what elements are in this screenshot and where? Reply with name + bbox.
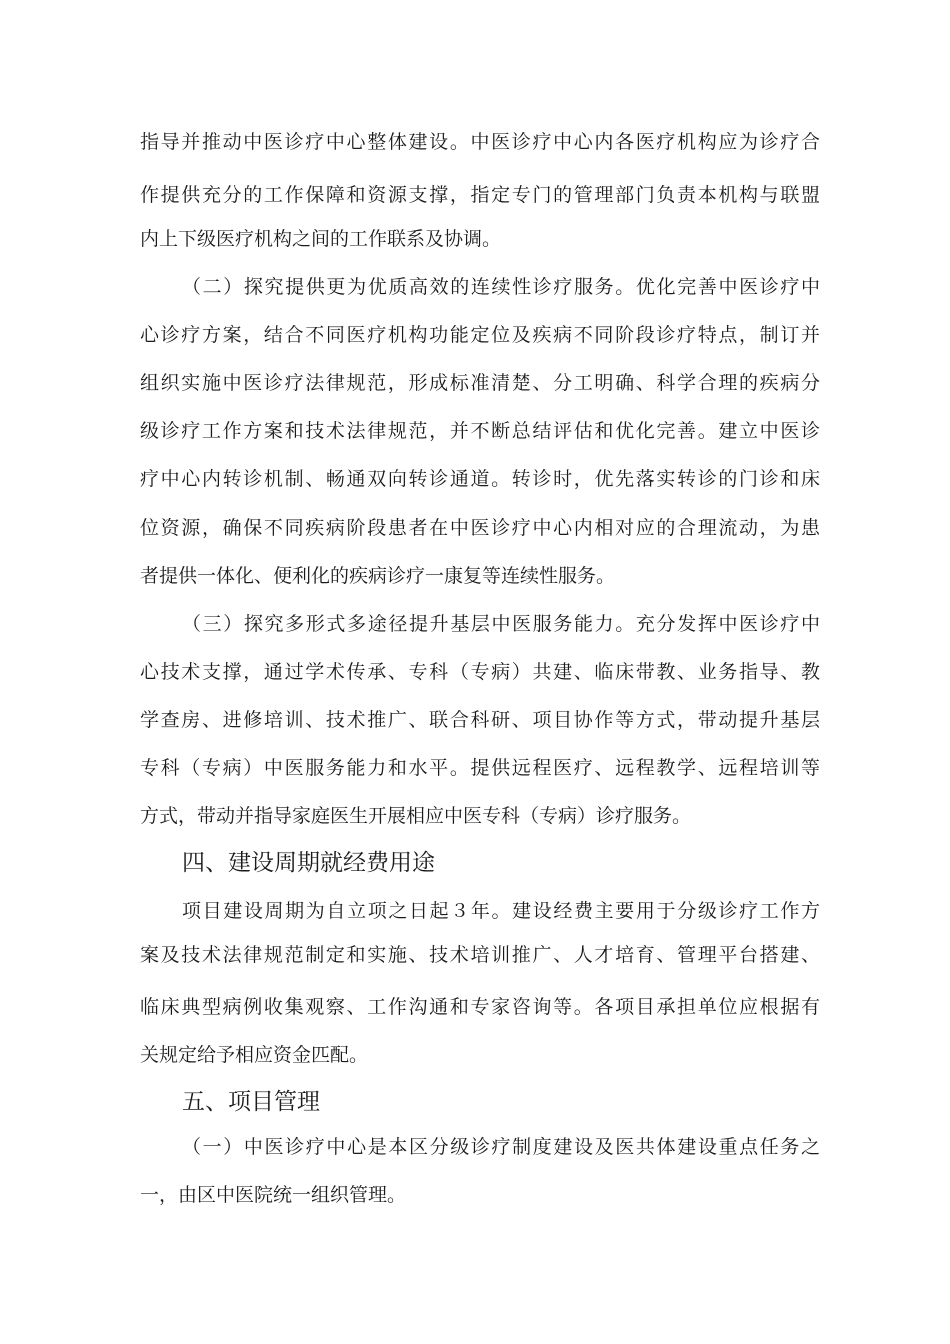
body-text-line: 者提供一体化、便利化的疾病诊疗一康复等连续性服务。: [140, 565, 616, 587]
body-text-line: 心技术支撑，通过学术传承、专科（专病）共建、临床带教、业务指导、教: [140, 661, 820, 683]
section-heading: 四、建设周期就经费用途: [182, 850, 435, 876]
body-text-line: 位资源，确保不同疾病阶段患者在中医诊疗中心内相对应的合理流动，为患: [140, 517, 820, 539]
body-text-line: 疗中心内转诊机制、畅通双向转诊通道。转诊时，优先落实转诊的门诊和床: [140, 468, 820, 490]
body-text-line: （一）中医诊疗中心是本区分级诊疗制度建设及医共体建设重点任务之: [182, 1136, 820, 1158]
body-text-line: （三）探究多形式多途径提升基层中医服务能力。充分发挥中医诊疗中: [182, 613, 820, 635]
body-text-line: 临床典型病例收集观察、工作沟通和专家咨询等。各项目承担单位应根据有: [140, 996, 820, 1018]
body-text-line: 一，由区中医院统一组织管理。: [140, 1184, 407, 1206]
body-text-line: 案及技术法律规范制定和实施、技术培训推广、人才培育、管理平台搭建、: [140, 944, 820, 966]
body-text-line: 作提供充分的工作保障和资源支撑，指定专门的管理部门负责本机构与联盟: [140, 184, 820, 206]
body-text-line: 方式，带动并指导家庭医生开展相应中医专科（专病）诊疗服务。: [140, 805, 692, 827]
body-text-line: 组织实施中医诊疗法律规范，形成标准清楚、分工明确、科学合理的疾病分: [140, 372, 820, 394]
body-text-line: 项目建设周期为自立项之日起３年。建设经费主要用于分级诊疗工作方: [182, 900, 820, 922]
body-text-line: （二）探究提供更为优质高效的连续性诊疗服务。优化完善中医诊疗中: [182, 276, 820, 298]
body-text-line: 学查房、进修培训、技术推广、联合科研、项目协作等方式，带动提升基层: [140, 709, 820, 731]
body-text-line: 内上下级医疗机构之间的工作联系及协调。: [140, 228, 502, 250]
body-text-line: 心诊疗方案，结合不同医疗机构功能定位及疾病不同阶段诊疗特点，制订并: [140, 324, 820, 346]
body-text-line: 专科（专病）中医服务能力和水平。提供远程医疗、远程教学、远程培训等: [140, 757, 820, 779]
body-text-line: 级诊疗工作方案和技术法律规范，并不断总结评估和优化完善。建立中医诊: [140, 420, 820, 442]
body-text-line: 指导并推动中医诊疗中心整体建设。中医诊疗中心内各医疗机构应为诊疗合: [140, 131, 820, 153]
body-text-line: 关规定给予相应资金匹配。: [140, 1044, 369, 1066]
section-heading: 五、项目管理: [182, 1089, 320, 1115]
